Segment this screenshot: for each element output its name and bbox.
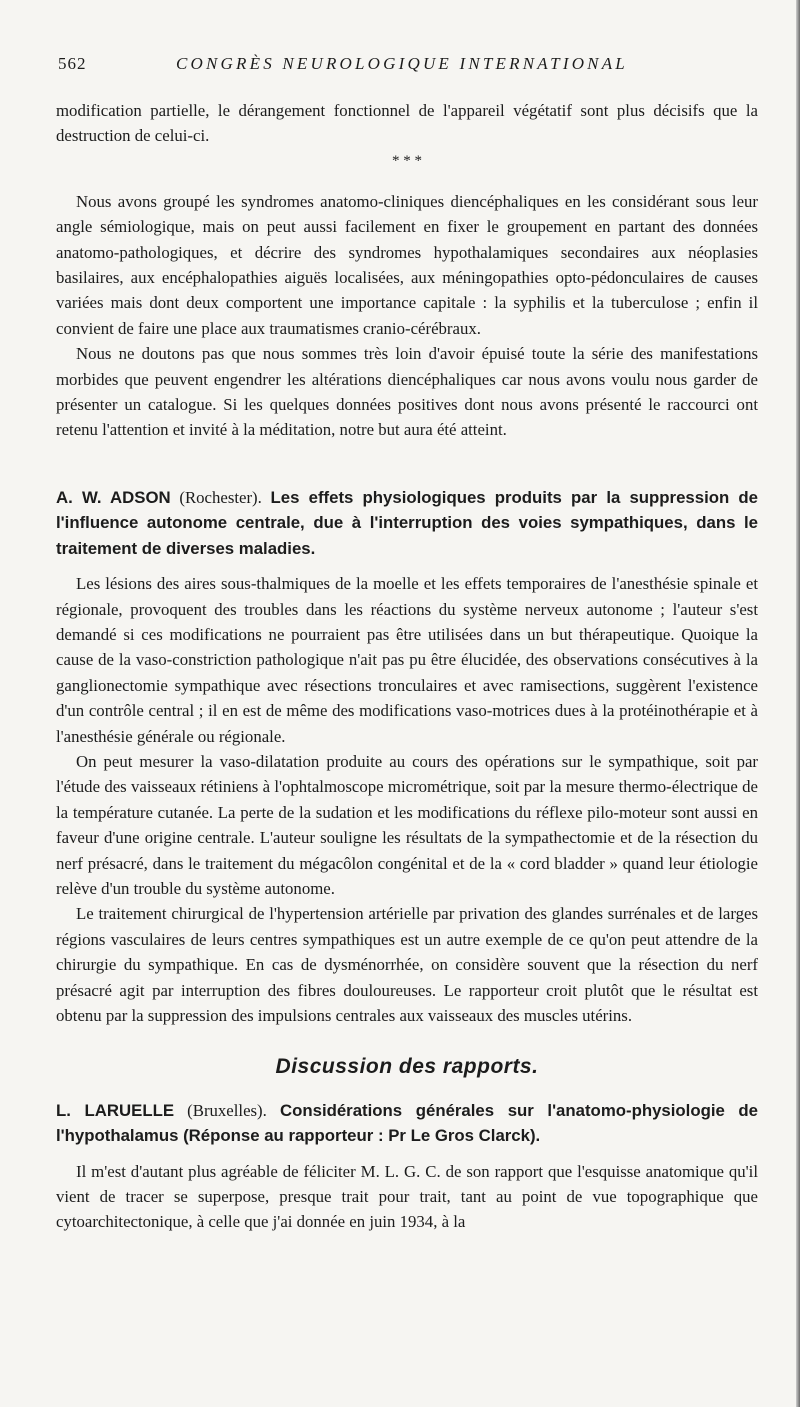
section-title-discussion: Discussion des rapports.: [275, 1055, 539, 1079]
paragraph-continuation: modification partielle, le dérangement fonctionnel de l'appareil végétatif sont plus décisifs que la destruction de celui-ci.: [56, 101, 758, 146]
page-edge-shadow: [796, 0, 800, 1407]
text-column: [56, 98, 758, 1235]
adson-paragraph-3: Le traitement chirurgical de l'hypertension artérielle par privation des glandes surrénales et de larges régions vasculaires de leurs centres sympathiques est un autre exemple de ce qu'on peut attendre de la chirurgie du sympathique. En cas de dysménorrhée, on considère souvent que la résection du nerf présacré agit par interruption des fibres douloureuses. Le rapporteur croit plutôt que le résultat est obtenu par la suppression des impulsions centrales aux vaisseaux des muscles utérins.: [56, 904, 758, 1025]
laruelle-article-heading: [56, 1098, 758, 1149]
adson-paragraph-2: On peut mesurer la vaso-dilatation produite au cours des opérations sur le sympathique, soit par l'étude des vaisseaux rétiniens à l'ophtalmoscope micrométrique, soit par la mesure thermo-électrique de la température cutanée. La perte de la sudation et les modifications du réflexe pilo-moteur sont aussi en faveur d'une origine centrale. L'auteur souligne les résultats de la sympathectomie et de la résection du nerf présacré, dans le traitement du mégacôlon congénital et de la « cord bladder » quand leur étiologie relève d'un trouble du système autonome.: [56, 751, 758, 898]
adson-place: (Rochester).: [179, 487, 262, 507]
laruelle-paragraph-1: Il m'est d'autant plus agréable de féliciter M. L. G. C. de son rapport que l'esquisse anatomique qu'il vient de tracer se superpose, presque trait pour trait, tant au point de vue topographique que cytoarchitectonique, à celle que j'ai donnée en juin 1934, à la: [56, 1161, 758, 1232]
laruelle-title: Considérations générales sur l'anatomo-physiologie de l'hypothalamus (Réponse au rapporteur : Pr Le Gros Clarck).: [56, 1100, 758, 1146]
paragraph-syndromes: Nous avons groupé les syndromes anatomo-cliniques diencéphaliques en les considérant sous leur angle sémiologique, mais on peut aussi facilement en fixer le groupement en partant des données anatomo-pathologiques, et décrire des syndromes hypothalamiques secondaires aux néoplasies basilaires, aux encéphalopathies aiguës localisées, aux méningopathies opto-pédonculaires de causes variées mais dont deux comportent une importance capitale : la syphilis et la tuberculose ; enfin il convient de faire une place aux traumatismes cranio-cérébraux.: [56, 191, 758, 338]
running-title: CONGRÈS NEUROLOGIQUE INTERNATIONAL: [176, 54, 628, 73]
adson-title: Les effets physiologiques produits par la suppression de l'influence autonome centrale, due à l'interruption des voies sympathiques, dans le traitement de diverses maladies.: [56, 487, 758, 558]
laruelle-place: (Bruxelles).: [187, 1100, 267, 1120]
paragraph-conclusion: Nous ne doutons pas que nous sommes très loin d'avoir épuisé toute la série des manifestations morbides que peuvent engendrer les altérations diencéphaliques car nous avons voulu nous garder de présenter un catalogue. Si les quelques données positives dont nous avons présenté le raccourci ont retenu l'attention et invité à la méditation, notre but aura été atteint.: [56, 344, 758, 440]
page-number: 562: [58, 54, 87, 73]
asterism-separator: * * *: [392, 152, 422, 169]
adson-paragraph-1: Les lésions des aires sous-thalmiques de la moelle et les effets temporaires de l'anesthésie spinale et régionale, provoquent des troubles dans les réactions du système nerveux autonome ; l'auteur s'est demandé si ces modifications ne pourraient pas être utilisées dans un but thérapeutique. Quoique la cause de la vaso-constriction pathologique n'ait pas pu être élucidée, des observations consécutives à la ganglionectomie sympathique avec résections tronculaires et avec ramisections, suggèrent l'existence d'un contrôle central ; il en est de même des modifications vaso-motrices dues à la protéinothérapie et à l'anesthésie générale ou régionale.: [56, 574, 758, 746]
adson-author: A. W. ADSON: [56, 487, 171, 507]
adson-article-heading: [56, 485, 758, 561]
laruelle-author: L. LARUELLE: [56, 1100, 175, 1120]
